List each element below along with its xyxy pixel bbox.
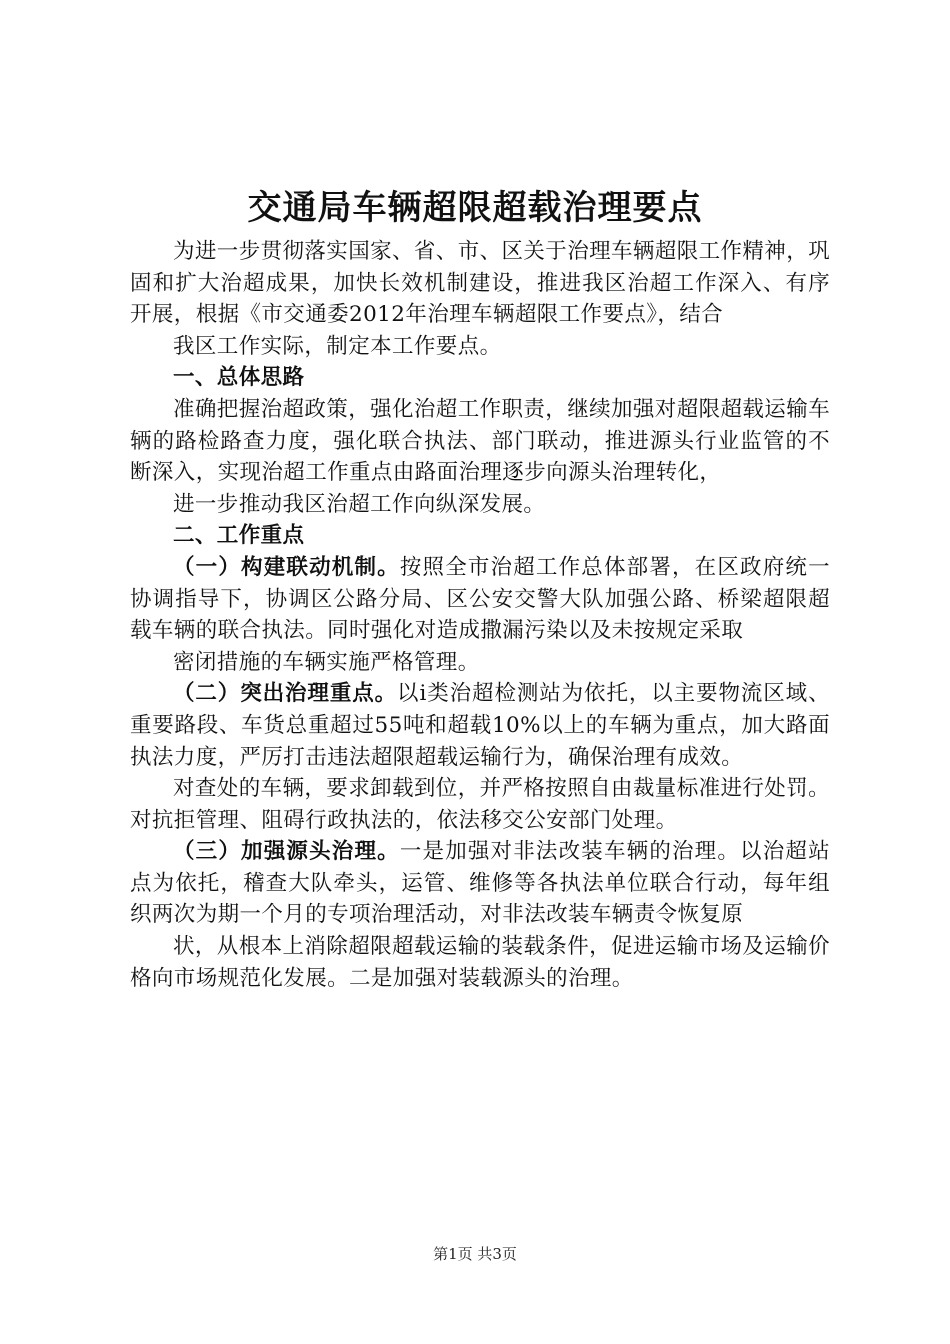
paragraph-subsection-1 — [130, 552, 830, 647]
document-body — [130, 236, 830, 994]
subsection-3-lead: （三）加强源头治理。 — [173, 839, 400, 865]
paragraph-intro-continued: 我区工作实际，制定本工作要点。 — [173, 333, 502, 359]
paragraph-subsection-2 — [130, 678, 830, 773]
paragraph-subsection-3-continued: 状，从根本上消除超限超载运输的装载条件，促进运输市场及运输价格向市场规范化发展。二是加强对装载源头的治理。 — [130, 934, 831, 991]
section-heading-overall: 一、总体思路 — [173, 365, 305, 391]
subsection-2-text: 以ⅰ类治超检测站为依托，以主要物流区域、重要路段、车货总重超过55吨和超载10%以上的车辆为重点，加大路面执法力度，严厉打击违法超限超载运输行为，确保治理有成效。 — [130, 681, 830, 770]
document-title: 交通局车辆超限超载治理要点 — [247, 188, 703, 228]
paragraph-subsection-3 — [130, 836, 830, 931]
paragraph-overall: 准确把握治超政策，强化治超工作职责，继续加强对超限超载运输车辆的路检路查力度，强化联合执法、部门联动，推进源头行业监管的不断深入，实现治超工作重点由路面治理逐步向源头治理转化， — [130, 396, 831, 486]
subsection-3-text: 一是加强对非法改装车辆的治理。以治超站点为依托，稽查大队牵头，运管、维修等各执法单位联合行动，每年组织两次为期一个月的专项治理活动，对非法改装车辆责令恢复原 — [130, 839, 830, 928]
subsection-1-lead: （一）构建联动机制。 — [173, 554, 400, 580]
paragraph-subsection-1-continued: 密闭措施的车辆实施严格管理。 — [173, 649, 480, 675]
paragraph-overall-continued: 进一步推动我区治超工作向纵深发展。 — [173, 491, 546, 517]
section-heading-focus: 二、工作重点 — [173, 523, 305, 549]
paragraph-subsection-2-continued: 对查处的车辆，要求卸载到位，并严格按照自由裁量标准进行处罚。对抗拒管理、阻碍行政执法的，依法移交公安部门处理。 — [130, 776, 831, 833]
page-number-footer: 第1页 共3页 — [433, 1245, 517, 1263]
subsection-2-lead: （二）突出治理重点。 — [173, 681, 398, 707]
subsection-1-text: 按照全市治超工作总体部署，在区政府统一协调指导下，协调区公路分局、区公安交警大队加强公路、桥梁超限超载车辆的联合执法。同时强化对造成撒漏污染以及未按规定采取 — [130, 554, 830, 644]
paragraph-intro: 为进一步贯彻落实国家、省、市、区关于治理车辆超限工作精神，巩固和扩大治超成果，加快长效机制建设，推进我区治超工作深入、有序开展，根据《市交通委2012年治理车辆超限工作要点》，结合 — [130, 239, 831, 328]
